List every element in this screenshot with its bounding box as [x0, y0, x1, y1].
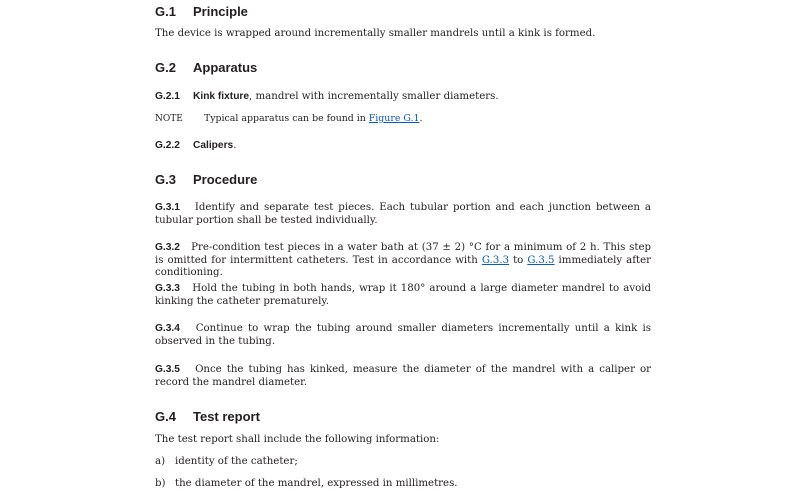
calipers-term: Calipers	[193, 140, 234, 151]
g1-body: The device is wrapped around incrementally smaller mandrels until a kink is formed.	[155, 28, 596, 39]
list-item	[155, 478, 651, 491]
list-item	[155, 456, 651, 469]
figure-g1-link[interactable]: Figure G.1	[368, 113, 420, 124]
clause-g2-1	[155, 91, 651, 104]
heading-g3-number: G.3	[155, 172, 176, 187]
clause-g2-1-number: G.2.1	[155, 91, 180, 102]
clause-g3-4-number: G.3.4	[155, 323, 180, 334]
clause-g3-1-number: G.3.1	[155, 202, 180, 213]
clause-g2-2-text: .	[233, 140, 237, 151]
clause-g3-3-text: Hold the tubing in both hands, wrap it 180° around a large diameter mandrel to avoid kinking the catheter prematurely.	[155, 283, 651, 307]
note-text-before: Typical apparatus can be found in	[204, 113, 369, 124]
clause-g3-2	[155, 242, 651, 280]
heading-g3-title: Procedure	[193, 172, 258, 187]
clause-g3-2-number: G.3.2	[155, 242, 180, 253]
g4-intro: The test report shall include the following information:	[155, 434, 440, 445]
heading-g2-title: Apparatus	[193, 60, 258, 75]
heading-g3	[155, 172, 651, 188]
clause-g3-2-text-before: Pre-condition test pieces in a water bath at (37 ± 2) °C for a minimum of 2 h. This step is omitted for intermittent catheters. Test in accordance with	[155, 242, 651, 266]
clause-g3-4	[155, 323, 651, 348]
clause-g3-3-number: G.3.3	[155, 283, 180, 294]
note	[155, 113, 651, 126]
heading-g4	[155, 409, 651, 425]
list-item-marker: b)	[155, 478, 166, 489]
list-item-marker: a)	[155, 456, 166, 467]
clause-g2-1-text: , mandrel with incrementally smaller diameters.	[249, 91, 499, 102]
g3-5-link[interactable]: G.3.5	[527, 254, 555, 266]
clause-g2-2-number: G.2.2	[155, 140, 180, 151]
kink-fixture-term: Kink fixture	[193, 91, 250, 102]
heading-g4-title: Test report	[193, 409, 260, 424]
note-label: NOTE	[155, 114, 183, 124]
clause-g3-3	[155, 283, 651, 308]
heading-g4-number: G.4	[155, 409, 176, 424]
clause-g2-2	[155, 140, 651, 153]
clause-g3-5-number: G.3.5	[155, 364, 180, 375]
list-item-text: identity of the catheter;	[175, 456, 298, 467]
clause-g3-2-text-after: immediately after conditioning.	[155, 254, 651, 279]
clause-g3-5	[155, 364, 651, 389]
note-text-after: .	[419, 113, 423, 124]
heading-g2-number: G.2	[155, 60, 176, 75]
clause-g3-2-text-mid: to	[509, 254, 528, 266]
list-item-text: the diameter of the mandrel, expressed in millimetres.	[175, 478, 458, 489]
heading-g1-number: G.1	[155, 4, 176, 19]
clause-g3-4-text: Continue to wrap the tubing around smaller diameters incrementally until a kink is observed in the tubing.	[155, 323, 651, 347]
clause-g3-1-text: Identify and separate test pieces. Each tubular portion and each junction between a tubular portion shall be tested individually.	[155, 202, 652, 226]
heading-g1	[155, 4, 651, 20]
g3-3-link[interactable]: G.3.3	[481, 254, 510, 266]
clause-g3-1	[155, 202, 651, 227]
heading-g2	[155, 60, 651, 76]
clause-g3-5-text: Once the tubing has kinked, measure the diameter of the mandrel with a caliper or record the mandrel diameter.	[155, 364, 651, 388]
heading-g1-title: Principle	[193, 4, 248, 19]
